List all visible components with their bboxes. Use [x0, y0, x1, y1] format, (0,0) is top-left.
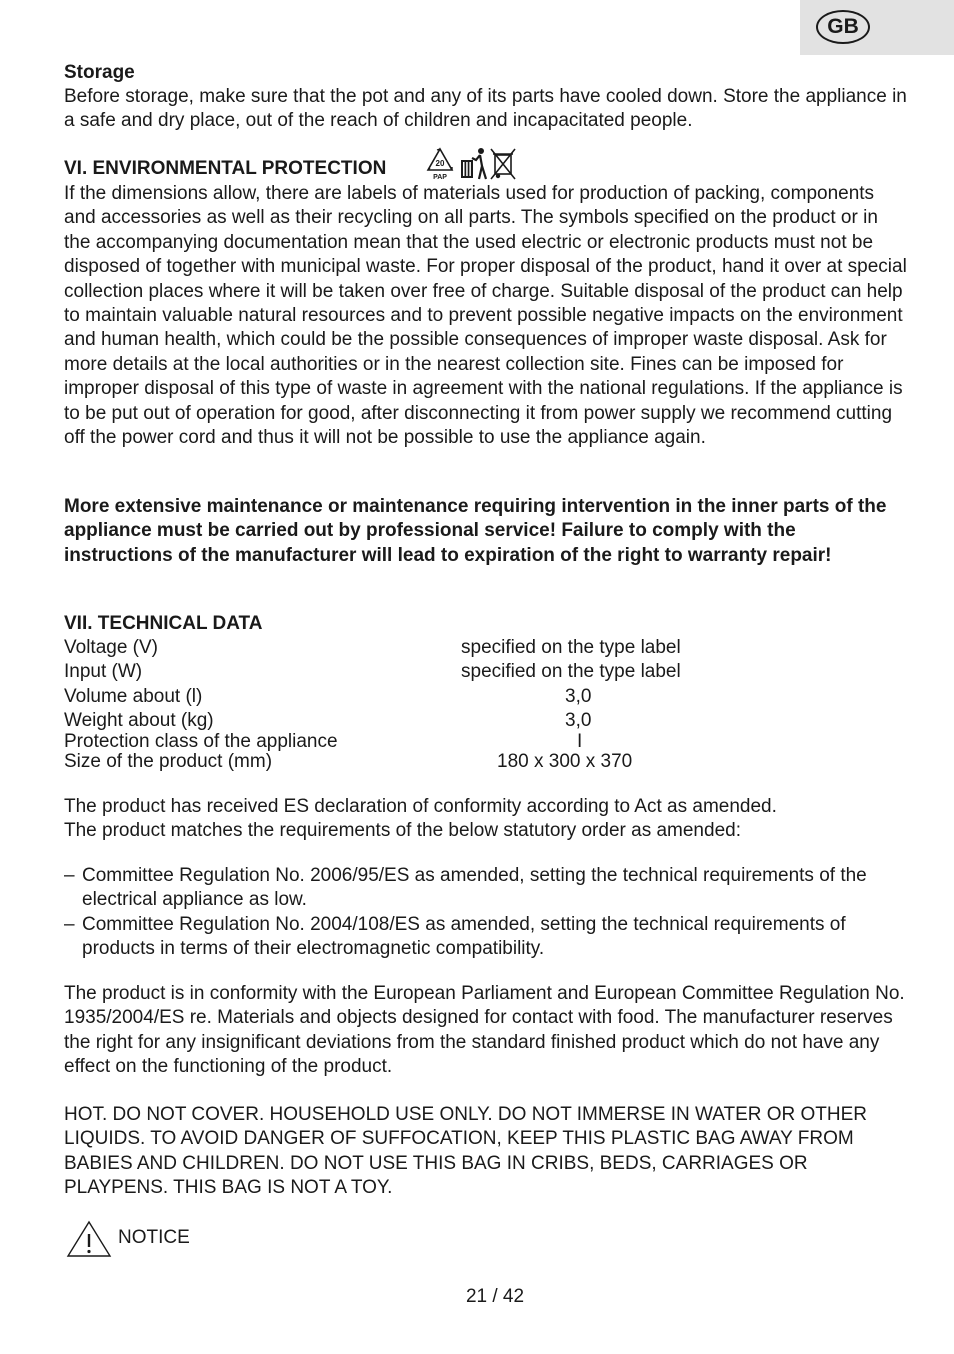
spec-value: 3,0 [565, 686, 592, 707]
storage-text: Before storage, make sure that the pot and any of its parts have cooled down. Store the appliance in a safe and dry place, out of the reach of children and incapacitated people. [64, 86, 907, 132]
spec-value: specified on the type label [461, 637, 681, 658]
spec-row-voltage [64, 637, 764, 659]
spec-label: Voltage (V) [64, 637, 158, 658]
conformity-line-1: The product has received ES declaration of conformity according to Act as amended. [64, 796, 777, 817]
crossed-out-wheelie-bin-icon [491, 149, 515, 179]
language-tab [800, 0, 954, 55]
spec-label: Size of the product (mm) [64, 751, 273, 772]
caps-warning: HOT. DO NOT COVER. HOUSEHOLD USE ONLY. DO NOT IMMERSE IN WATER OR OTHER LIQUIDS. TO AVOID DANGER OF SUFFOCATION, KEEP THIS PLASTIC BAG AWAY FROM BABIES AND CHILDREN. DO NOT USE THIS BAG IN CRIBS, BEDS, CARRIAGES OR PLAYPENS. THIS BAG IS NOT A TOY. [64, 1104, 868, 1199]
list-item-text: Committee Regulation No. 2004/108/ES as amended, setting the technical requirements of products in terms of their electromagnetic compatibility. [82, 913, 846, 960]
list-item [64, 913, 909, 962]
recycle-icon-text: PAP [433, 174, 447, 181]
list-item [64, 864, 909, 913]
spec-value: I [577, 731, 583, 752]
tidyman-bin-icon [461, 148, 486, 179]
environment-icons [425, 146, 521, 182]
page-number: 21 / 42 [465, 1286, 525, 1307]
environment-heading: VI. ENVIRONMENTAL PROTECTION [64, 158, 387, 179]
spec-row-volume [64, 686, 764, 708]
conformity-line-2: The product matches the requirements of the below statutory order as amended: [64, 820, 741, 841]
spec-label: Weight about (kg) [64, 710, 214, 731]
spec-label: Protection class of the appliance [64, 731, 338, 752]
spec-label: Volume about (l) [64, 686, 203, 707]
spec-row-size [64, 751, 764, 773]
list-item-text: Committee Regulation No. 2006/95/ES as amended, setting the technical requirements of the electrical appliance as low. [82, 865, 867, 911]
notice-label: NOTICE [118, 1227, 190, 1248]
spec-value: 3,0 [565, 710, 592, 731]
environment-text: If the dimensions allow, there are labels of materials used for production of packing, components and accessories as well as their recycling on all parts. The symbols specified on the product or in the accompanying documentation mean that the used electric or electronic products must not be disposed of together with municipal waste. For proper disposal of the product, hand it over at special collection places where it will be taken over free of charge. Suitable disposal of the product can help to maintain valuable natural resources and to prevent possible negative impacts on the environment and human health, which could be the possible consequences of improper waste disposal. Ask for more details at the local authorities or in the nearest collection site. Fines can be imposed for improper disposal of this type of waste in agreement with the national regulations. If the appliance is to be put out of operation for good, after disconnecting it from power supply we recommend cutting off the power cord and thus it will not be possible to use the appliance again. [64, 183, 907, 449]
language-badge: GB [816, 10, 870, 44]
food-conformity-text: The product is in conformity with the European Parliament and European Committee Regulation No. 1935/2004/ES re. Materials and objects designed for contact with food. The manufacturer reserves the right for any insignificant deviations from the standard finished product which do not have any effect on the functioning of the product. [64, 983, 905, 1078]
spec-value: specified on the type label [461, 661, 681, 682]
technical-heading: VII. TECHNICAL DATA [64, 613, 263, 634]
spec-row-weight [64, 710, 764, 732]
spec-row-input [64, 661, 764, 683]
recycle-pap-icon [428, 149, 452, 181]
list-dash: – [64, 865, 75, 886]
spec-row-protection-class [64, 731, 764, 753]
storage-heading: Storage [64, 62, 135, 83]
regulation-list [64, 864, 909, 962]
list-dash: – [64, 913, 75, 935]
maintenance-notice: More extensive maintenance or maintenance requiring intervention in the inner parts of the appliance must be carried out by professional service! Failure to comply with the instructions of the manufacturer will lead to expiration of the right to warranty repair! [64, 496, 887, 566]
spec-value: 180 x 300 x 370 [497, 751, 633, 772]
warning-triangle-icon [66, 1220, 112, 1264]
recycle-icon-number: 20 [435, 159, 445, 168]
spec-label: Input (W) [64, 661, 143, 682]
